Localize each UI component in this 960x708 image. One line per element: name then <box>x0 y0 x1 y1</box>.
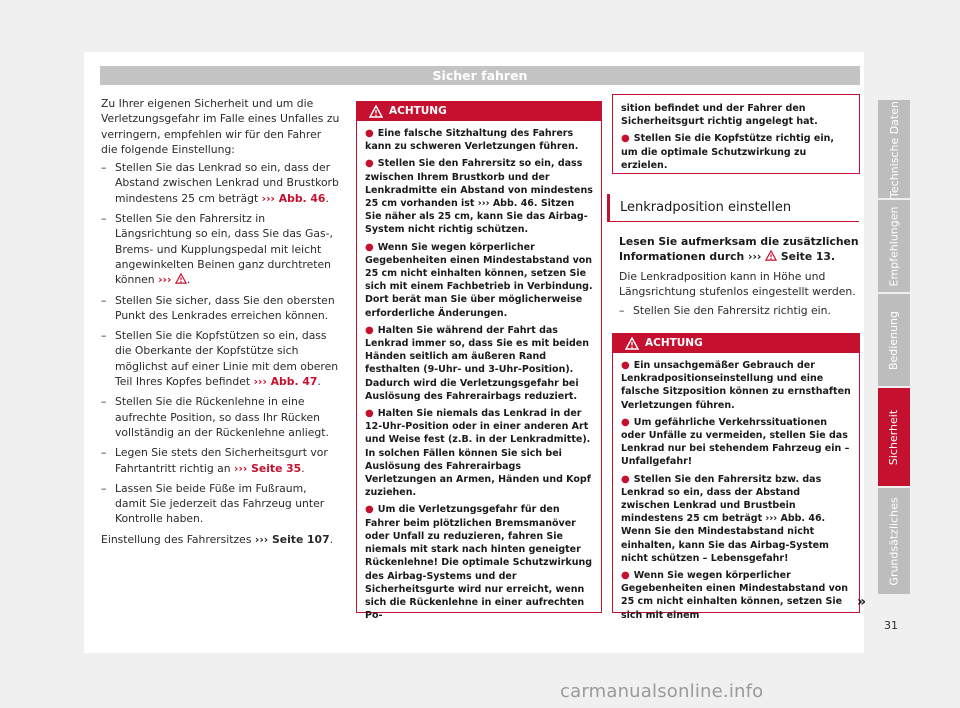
warning-list <box>613 353 859 622</box>
warning-item: ● Stellen Sie den Fahrersitz so ein, dass zwischen Ihrem Brustkorb und der Lenkradmitte ein Abstand von mindestens 25 cm vorhanden ist ››› Abb. 46. Sitzen Sie näher als 25 cm, kann Sie das Airbag-System nicht richtig schützen. <box>365 158 593 236</box>
warning-continued-items <box>621 132 851 172</box>
section-lead-reference[interactable]: Seite 13 <box>780 250 831 264</box>
warning-triangle-icon <box>765 250 777 261</box>
main-column <box>101 96 341 547</box>
warning-triangle-icon <box>625 337 639 350</box>
warning-item: ● Um gefährliche Verkehrssituationen oder Unfälle zu vermeiden, stellen Sie das Lenkrad nur bei stehendem Fahrzeug ein – Unfallgefahr! <box>621 416 850 468</box>
bullet-icon: ● <box>621 570 630 582</box>
instruction-item: – Lassen Sie beide Füße im Fußraum, damit Sie jederzeit das Fahrzeug unter Kontrolle haben. <box>101 481 341 527</box>
tab-bedienung[interactable]: Bedienung <box>878 294 910 386</box>
warning-box-1 <box>356 101 602 622</box>
bullet-icon: ● <box>621 360 630 371</box>
section-heading: Lenkradposition einstellen <box>607 194 859 222</box>
warning-box-1-continued <box>612 94 860 174</box>
intro-paragraph: Zu Ihrer eigenen Sicherheit und um die Verletzungsgefahr im Falle eines Unfalles zu verringern, empfehlen wir für den Fahrer die folgende Einstellung: <box>101 97 340 156</box>
warning-item: ● Um die Verletzungsgefahr für den Fahrer beim plötzlichen Bremsmanöver oder Unfall zu reduzieren, fahren Sie niemals mit stark nach hinten geneigter Rückenlehne! Die optimale Schutzwirkung des Airbag-Systems und der Sicherheitsgurte wird nur erreicht, wenn sich die Rückenlehne in einer aufrechten Po- <box>365 504 593 622</box>
warning-item: ● Wenn Sie wegen körperlicher Gegebenheiten einen Mindestabstand von 25 cm nicht einhalten können, setzen Sie sich mit einem Fachbetrieb in Verbindung. Dort berät man Sie über möglicherweise erforderliche Änderungen. <box>365 241 593 319</box>
warning-triangle-icon <box>175 273 187 284</box>
warning-continued-list <box>613 95 859 172</box>
warning-header <box>613 334 859 353</box>
bullet-icon: ● <box>365 408 374 420</box>
tab-sicherheit[interactable]: Sicherheit <box>878 388 910 486</box>
warning-list <box>357 121 601 622</box>
bullet-icon: ● <box>365 128 374 139</box>
instruction-item: – Legen Sie stets den Sicherheitsgurt vor Fahrtantritt richtig an ››› Seite 35. <box>101 445 341 476</box>
outro-paragraph: Einstellung des Fahrersitzes ››› Seite 107. <box>101 532 334 546</box>
warning-item: ● Eine falsche Sitzhaltung des Fahrers kann zu schweren Verletzungen führen. <box>365 128 579 153</box>
section-step: – Stellen Sie den Fahrersitz richtig ein. <box>619 303 859 318</box>
bullet-icon: ● <box>365 324 374 336</box>
warning-box-2 <box>612 333 860 621</box>
cross-reference-link[interactable]: ››› Abb. 47 <box>253 375 318 389</box>
warning-item: ● Halten Sie während der Fahrt das Lenkrad immer so, dass Sie es mit beiden Händen seitlich am äußeren Rand festhalten (9-Uhr- und 3-Uhr-Position). Dadurch wird die Verletzungsgefahr bei Auslösung des Fahrerairbags reduziert. <box>365 324 589 402</box>
continue-arrow-icon: » <box>857 594 867 610</box>
warning-header <box>357 102 601 121</box>
instruction-item: – Stellen Sie die Rückenlehne in eine aufrechte Position, so dass Ihr Rücken vollständig an der Rückenlehne anliegt. <box>101 394 341 440</box>
warning-triangle-icon <box>369 105 383 118</box>
cross-reference-link[interactable]: ››› <box>158 273 172 287</box>
bullet-icon: ● <box>621 133 630 145</box>
section-lead: Lesen Sie aufmerksam die zusätzlichen Informationen durch ››› Seite 13. <box>619 235 859 264</box>
warning-continued-text: sition befindet und der Fahrer den Sicherheitsgurt richtig angelegt hat. <box>621 103 818 128</box>
bullet-icon: ● <box>621 473 630 485</box>
bullet-icon: ● <box>365 504 374 516</box>
cross-reference-link[interactable]: ››› Abb. 46 <box>261 191 326 205</box>
bullet-icon: ● <box>365 241 374 253</box>
outro-reference[interactable]: ››› Seite 107 <box>254 532 330 546</box>
instruction-item: – Stellen Sie sicher, dass Sie den obersten Punkt des Lenkrades erreichen können. <box>101 293 341 324</box>
warning-item: ● Stellen Sie die Kopfstütze richtig ein, um die optimale Schutzwirkung zu erzielen. <box>621 133 834 171</box>
page-number: 31 <box>884 619 898 632</box>
instruction-item: – Stellen Sie den Fahrersitz in Längsrichtung so ein, dass Sie das Gas-, Brems- und Kupplungspedal mit leicht angewinkelten Beinen ganz durchtreten können ››› . <box>101 211 341 287</box>
tab-empfehlungen[interactable]: Empfehlungen <box>878 200 910 292</box>
section-paragraph: Die Lenkradposition kann in Höhe und Längsrichtung stufenlos eingestellt werden. <box>619 269 856 298</box>
warning-item: ● Stellen Sie den Fahrersitz bzw. das Lenkrad so ein, dass der Abstand zwischen Lenkrad und Brustbein mindestens 25 cm beträgt ››› Abb. 46. Wenn Sie den Mindestabstand nicht einhalten, kann Sie das Airbag-System nicht schützen – Lebensgefahr! <box>621 473 829 564</box>
instruction-item: – Stellen Sie die Kopfstützen so ein, dass die Oberkante der Kopfstütze sich möglichst auf einer Linie mit dem oberen Teil Ihres Kopfes befindet ››› Abb. 47. <box>101 328 341 389</box>
page-header: Sicher fahren <box>100 66 860 85</box>
tab-grundsaetzliches[interactable]: Grundsätzliches <box>878 488 910 594</box>
warning-item: ● Ein unsachgemäßer Gebrauch der Lenkradpositionseinstellung und eine falsche Sitzposition können zu ernsthaften Verletzungen führen. <box>621 360 851 411</box>
instruction-item: – Stellen Sie das Lenkrad so ein, dass der Abstand zwischen Lenkrad und Brustkorb mindestens 25 cm beträgt ››› Abb. 46. <box>101 160 341 206</box>
bullet-icon: ● <box>365 158 374 170</box>
warning-label: ACHTUNG <box>645 337 703 349</box>
warning-item: ● Halten Sie niemals das Lenkrad in der 12-Uhr-Position oder in einer anderen Art und Weise fest (z.B. in der Lenkradmitte). In solchen Fällen können Sie sich bei Auslösung des Fahrerairbags Verletzungen an Armen, Händen und Kopf zuziehen. <box>365 408 591 499</box>
instruction-list <box>101 160 341 527</box>
watermark: carmanualsonline.info <box>560 681 764 702</box>
section-body <box>619 234 859 323</box>
warning-label: ACHTUNG <box>389 105 447 117</box>
bullet-icon: ● <box>621 416 630 428</box>
warning-item: ● Wenn Sie wegen körperlicher Gegebenheiten einen Mindestabstand von 25 cm nicht einhalten können, setzen Sie sich mit einem <box>621 570 849 621</box>
tab-technische-daten[interactable]: Technische Daten <box>878 100 910 198</box>
cross-reference-link[interactable]: ››› Seite 35 <box>234 461 302 475</box>
